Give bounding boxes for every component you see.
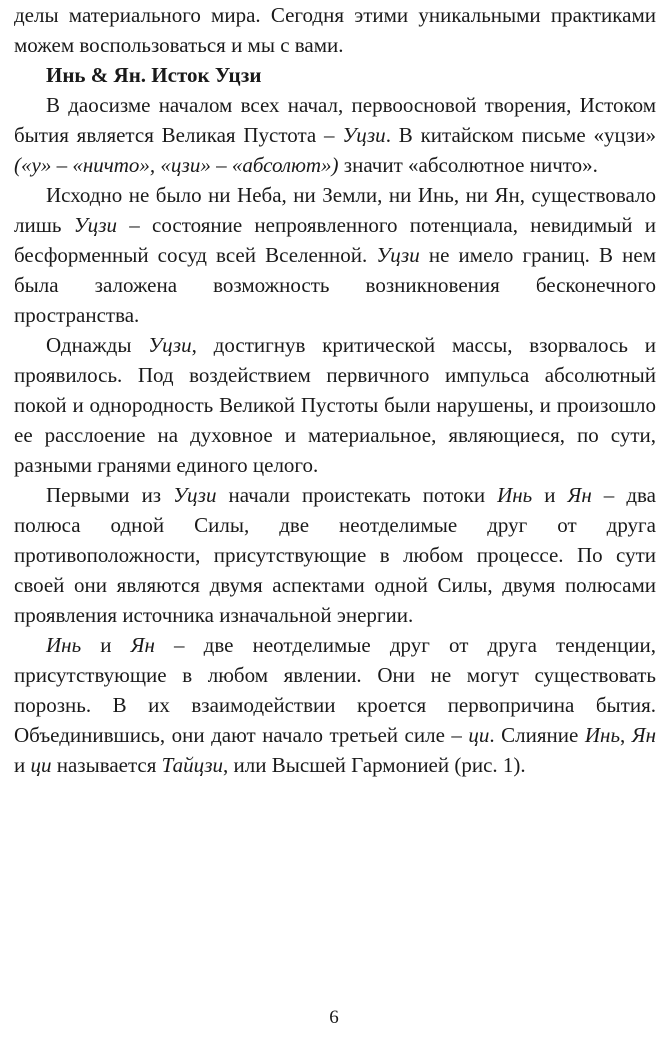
text-run: и <box>532 483 568 507</box>
italic-text-run: Уцзи <box>73 213 118 237</box>
text-run: Первыми из <box>46 483 174 507</box>
text-run: – состояние непроявленного потенциала, невидимый и бесформенный сосуд всей Вселенной. <box>14 213 656 267</box>
italic-text-run: Инь <box>46 633 82 657</box>
italic-text-run: ци <box>468 723 490 747</box>
paragraph-5 <box>14 630 656 780</box>
text-run: Однажды <box>46 333 149 357</box>
text-run: и <box>81 633 131 657</box>
text-run: В даосизме началом всех начал, первоосновой творения, Истоком бытия является Великая Пустота – <box>14 93 656 147</box>
italic-text-run: Тайцзи <box>161 753 224 777</box>
page-number: 6 <box>329 1007 339 1028</box>
italic-text-run: Уцзи <box>376 243 420 267</box>
paragraph-1 <box>14 90 656 180</box>
text-run: , <box>620 723 632 747</box>
text-run: . Слияние <box>489 723 585 747</box>
italic-text-run: ци <box>30 753 52 777</box>
paragraph-3 <box>14 330 656 480</box>
text-run: и <box>14 753 31 777</box>
page-body <box>14 0 656 780</box>
paragraph-2 <box>14 180 656 330</box>
italic-text-run: («у» – «ничто», «цзи» – «абсолют») <box>14 153 339 177</box>
italic-text-run: Ян <box>567 483 592 507</box>
text-run: – две неотделимые друг от друга тенденции, присутствующие в любом явлении. Они не могут существовать порознь. В их взаимодействии кроется первопричина бытия. Объединившись, они дают начало третьей силе – <box>14 633 656 747</box>
text-run: Исходно не было ни Неба, ни Земли, ни Инь, ни Ян, существовало лишь <box>14 183 656 237</box>
text-run: называется <box>51 753 162 777</box>
paragraph-continuation: делы материального мира. Сегодня этими уникальными практиками можем воспользоваться и мы с вами. <box>14 3 656 57</box>
text-run: , или Высшей Гармонией (рис. 1). <box>223 753 526 777</box>
italic-text-run: Инь <box>497 483 533 507</box>
text-run: , достигнув критической массы, взорвалось и проявилось. Под воздействием первичного импульса абсолютный покой и однородность Великой Пустоты были нарушены, и произошло ее расслоение на духовное и материальное, являющиеся, по сути, разными гранями единого целого. <box>14 333 657 477</box>
text-run: значит «абсолютное ничто». <box>338 153 598 177</box>
italic-text-run: Инь <box>584 723 621 747</box>
section-heading: Инь & Ян. Исток Уцзи <box>46 63 262 87</box>
text-run: – два полюса одной Силы, две неотделимые друг от друга противоположности, присутствующие в любом процессе. По сути своей они являются двумя аспектами одной Силы, двумя полюсами проявления источника изначальной энергии. <box>14 483 656 627</box>
italic-text-run: Уцзи <box>173 483 217 507</box>
italic-text-run: Уцзи <box>148 333 192 357</box>
text-run: начали проистекать потоки <box>216 483 498 507</box>
paragraph-4 <box>14 480 656 630</box>
italic-text-run: Уцзи <box>342 123 386 147</box>
text-run: не имело границ. В нем была заложена возможность возникновения бесконечного пространства. <box>14 243 657 327</box>
italic-text-run: Ян <box>631 723 657 747</box>
text-run: . В китайском письме «уцзи» <box>385 123 656 147</box>
italic-text-run: Ян <box>130 633 155 657</box>
